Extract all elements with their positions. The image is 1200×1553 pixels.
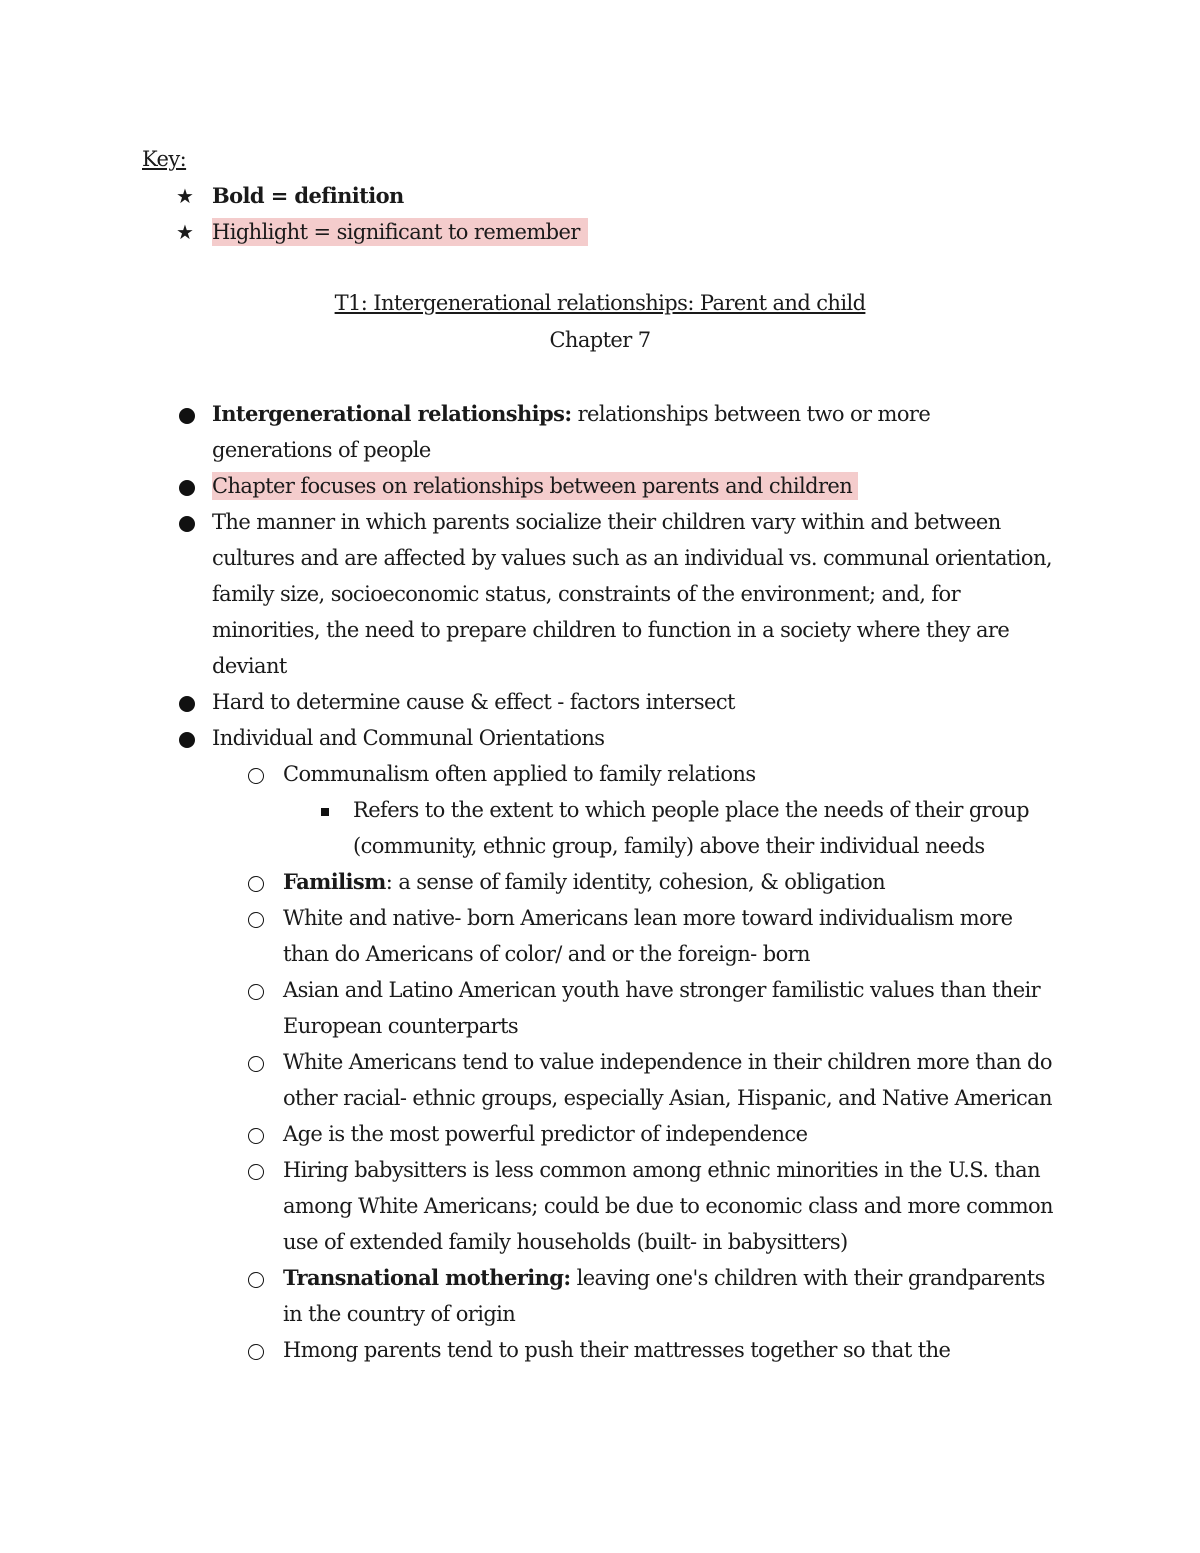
definition-term: Familism xyxy=(283,869,386,894)
chapter-label: Chapter 7 xyxy=(549,328,651,352)
sub-list-item xyxy=(0,1332,1200,1368)
key-item-bold-text: Bold = definition xyxy=(212,183,404,208)
list-item xyxy=(0,396,1200,468)
sub-list-item xyxy=(0,1260,1200,1332)
star-icon: ★ xyxy=(176,220,194,244)
key-item-highlight xyxy=(176,217,1076,253)
definition-term: Transnational mothering: xyxy=(283,1265,571,1290)
bullet-circle-icon xyxy=(248,1344,264,1360)
bullet-circle-icon xyxy=(248,912,264,928)
sub-list-item xyxy=(0,1044,1200,1116)
bullet-circle-icon xyxy=(248,1164,264,1180)
item-text: White and native- born Americans lean more toward individualism more than do Americans of color/ and or the foreign- born xyxy=(283,906,1013,966)
list-item xyxy=(0,720,1200,756)
section-title: T1: Intergenerational relationships: Parent and child xyxy=(334,291,866,315)
bullet-square-icon xyxy=(321,808,329,816)
bullet-circle-icon xyxy=(248,1272,264,1288)
sub-list-item xyxy=(0,972,1200,1044)
bullet-disc-icon xyxy=(179,516,195,532)
bullet-disc-icon xyxy=(179,732,195,748)
definition-term: Intergenerational relationships: xyxy=(212,401,572,426)
item-text: The manner in which parents socialize their children vary within and between cultures and are affected by values such as an individual vs. communal orientation, family size, socioeconomic status, constraints of the environment; and, for minorities, the need to prepare children to function in a society where they are deviant xyxy=(212,510,1052,678)
definition-text: leaving one's children with their grandparents in the country of origin xyxy=(283,1266,1045,1326)
sub-list-item xyxy=(0,1116,1200,1152)
item-text: Hmong parents tend to push their mattresses together so that the xyxy=(283,1338,951,1362)
key-item-bold xyxy=(176,181,1076,217)
notes-list xyxy=(0,396,1200,1368)
list-item xyxy=(0,684,1200,720)
item-text: White Americans tend to value independence in their children more than do other racial- ethnic groups, especially Asian, Hispanic, and Native American xyxy=(283,1050,1052,1110)
definition-text: : a sense of family identity, cohesion, & obligation xyxy=(385,870,886,894)
item-text: Communalism often applied to family relations xyxy=(283,762,756,786)
sub-list-item xyxy=(0,756,1200,792)
sub-sub-list-item xyxy=(0,792,1200,864)
bullet-circle-icon xyxy=(248,1128,264,1144)
star-icon: ★ xyxy=(176,184,194,208)
bullet-circle-icon xyxy=(248,876,264,892)
definition-text: relationships between two or more generations of people xyxy=(212,402,931,462)
sub-list-item xyxy=(0,1152,1200,1260)
highlighted-text: Chapter focuses on relationships between parents and children xyxy=(212,472,858,500)
key-list xyxy=(176,181,1076,253)
item-text: Hiring babysitters is less common among ethnic minorities in the U.S. than among White Americans; could be due to economic class and more common use of extended family households (built- in babysitters) xyxy=(283,1158,1053,1254)
item-text: Individual and Communal Orientations xyxy=(212,726,605,750)
item-text: Refers to the extent to which people place the needs of their group (community, ethnic group, family) above their individual needs xyxy=(353,798,1029,858)
list-item xyxy=(0,504,1200,684)
key-title: Key: xyxy=(142,147,187,171)
bullet-circle-icon xyxy=(248,984,264,1000)
bullet-circle-icon xyxy=(248,768,264,784)
sub-list-item xyxy=(0,900,1200,972)
key-item-highlight-text: Highlight = significant to remember xyxy=(212,218,588,246)
list-item xyxy=(0,468,1200,504)
bullet-disc-icon xyxy=(179,696,195,712)
bullet-circle-icon xyxy=(248,1056,264,1072)
item-text: Asian and Latino American youth have stronger familistic values than their European counterparts xyxy=(283,978,1041,1038)
sub-list-item xyxy=(0,864,1200,900)
bullet-disc-icon xyxy=(179,408,195,424)
bullet-disc-icon xyxy=(179,480,195,496)
item-text: Hard to determine cause & effect - factors intersect xyxy=(212,690,735,714)
item-text: Age is the most powerful predictor of independence xyxy=(283,1122,808,1146)
